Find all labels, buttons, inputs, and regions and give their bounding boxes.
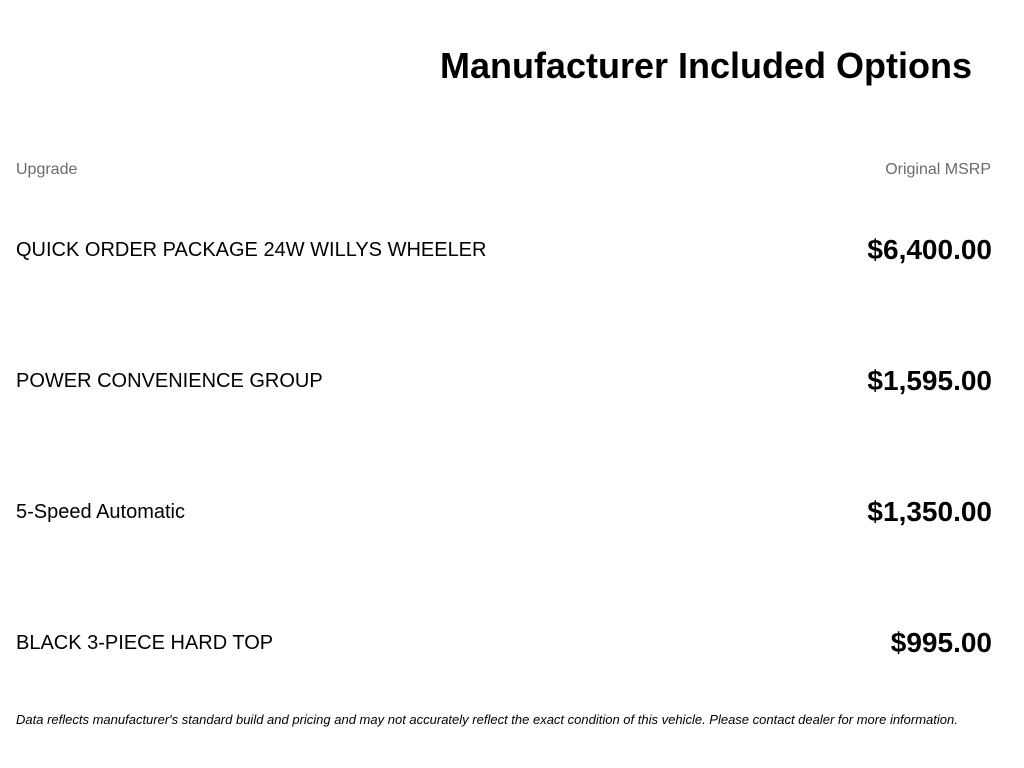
option-price: $6,400.00: [867, 234, 992, 265]
option-name: QUICK ORDER PACKAGE 24W WILLYS WHEELER: [16, 239, 487, 261]
option-name: POWER CONVENIENCE GROUP: [16, 370, 323, 392]
option-price: $995.00: [890, 627, 992, 658]
upgrade-column-header: Upgrade: [16, 161, 78, 178]
option-name: BLACK 3-PIECE HARD TOP: [16, 632, 274, 654]
page-title: Manufacturer Included Options: [439, 45, 972, 86]
disclaimer-text: Data reflects manufacturer's standard build and pricing and may not accurately reflect the exact condition of this vehicle. Please contact dealer for more information.: [16, 712, 958, 727]
option-price: $1,595.00: [867, 365, 992, 396]
option-name: 5-Speed Automatic: [16, 501, 185, 523]
option-row: [16, 361, 992, 401]
option-price: $1,350.00: [867, 496, 992, 527]
msrp-column-header: Original MSRP: [885, 161, 991, 178]
option-row: [16, 623, 992, 663]
option-row: [16, 492, 992, 532]
option-row: [16, 230, 992, 270]
